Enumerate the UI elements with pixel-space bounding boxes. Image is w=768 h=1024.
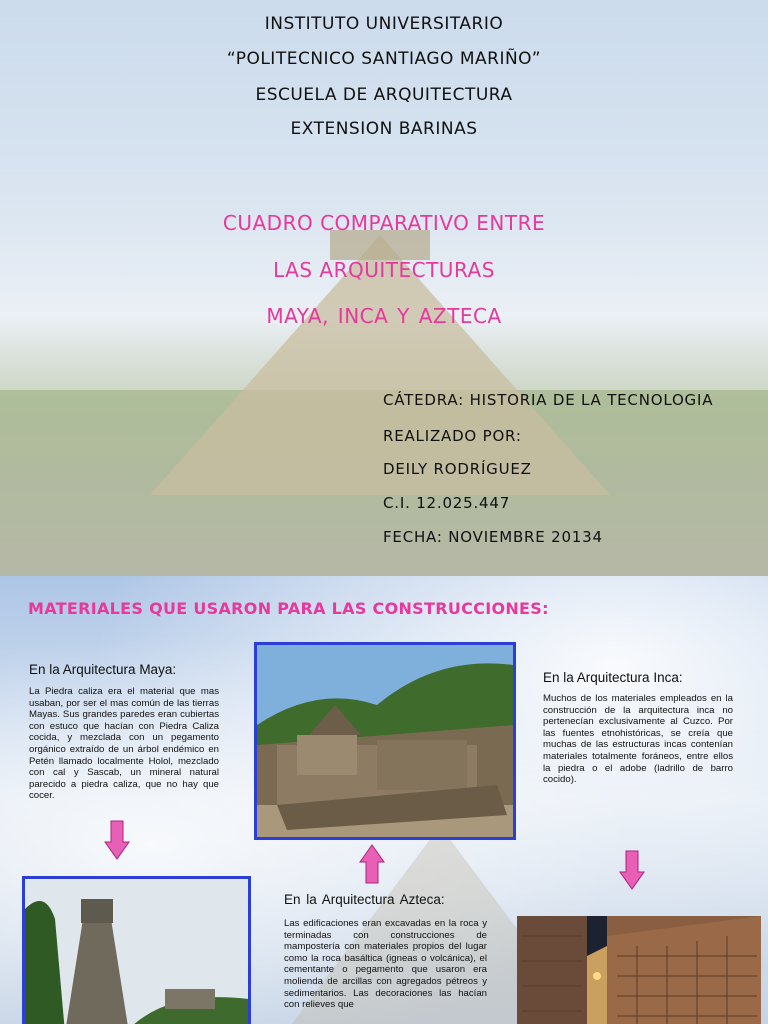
- author-ci: C.I. 12.025.447: [383, 494, 511, 512]
- materials-slide: [0, 576, 768, 1024]
- school-name: ESCUELA DE ARQUITECTURA: [255, 85, 513, 105]
- institute-subname: “POLITECNICO SANTIAGO MARIÑO”: [226, 49, 542, 69]
- cusco-street-image: [517, 916, 761, 1024]
- author-name: DEILY RODRÍGUEZ: [383, 460, 532, 478]
- maya-heading: En la Arquitectura Maya:: [29, 662, 177, 677]
- tikal-temple-photo: [22, 876, 251, 1024]
- title-line-3: MAYA, INCA Y AZTECA: [266, 304, 502, 328]
- section-title: MATERIALES QUE USARON PARA LAS CONSTRUCCIONES:: [28, 599, 549, 618]
- catedra-label: CÁTEDRA: HISTORIA DE LA TECNOLOGIA: [383, 391, 714, 409]
- inca-text: Muchos de los materiales empleados en la construcción de la arquitectura inca no pertenecían exclusivamente al Cuzco. Por las fuentes etnohistóricas, se creía que muchas de las estructuras incas contenían materiales totalmente foráneos, entre ellos la piedra o el adobe (ladrillo de barro cocido).: [543, 693, 733, 786]
- azteca-heading: En la Arquitectura Azteca:: [284, 892, 445, 907]
- arrow-down-icon: [619, 850, 645, 890]
- arrow-up-icon: [359, 844, 385, 884]
- maya-ruins-photo: [254, 642, 516, 840]
- title-line-2: LAS ARQUITECTURAS: [273, 258, 495, 282]
- maya-ruins-image: [257, 645, 513, 837]
- date-label: FECHA: NOVIEMBRE 20134: [383, 528, 603, 546]
- maya-text: La Piedra caliza era el material que mas usaban, por ser el mas común de las tierras Mayas. Sus grandes paredes eran cubiertas con estuco que hacían con Piedra Caliza cocida, y mezclada con un pegamento orgánico extraído de un árbol endémico en Petén llamado localmente Holol, mezclado con cal y Sascab, un mineral natural parecido a piedra caliza, que no hay que cocer.: [29, 686, 219, 802]
- cusco-street-photo: [517, 916, 761, 1024]
- arrow-down-icon: [104, 820, 130, 860]
- realizado-label: REALIZADO POR:: [383, 427, 522, 445]
- title-line-1: CUADRO COMPARATIVO ENTRE: [222, 211, 546, 235]
- tikal-temple-image: [25, 879, 248, 1024]
- azteca-text: Las edificaciones eran excavadas en la roca y terminadas con construcciones de mampostería con materiales propios del lugar como la roca basáltica (igneas o volcánica), el cementante o pegamento que usaron era molienda de arcillas con agregados pétreos y sedimentarios. Las decoraciones las hacían con relieves que: [284, 918, 487, 1011]
- institute-name: INSTITUTO UNIVERSITARIO: [264, 14, 504, 34]
- extension-name: EXTENSION BARINAS: [290, 119, 478, 139]
- inca-heading: En la Arquitectura Inca:: [543, 670, 683, 685]
